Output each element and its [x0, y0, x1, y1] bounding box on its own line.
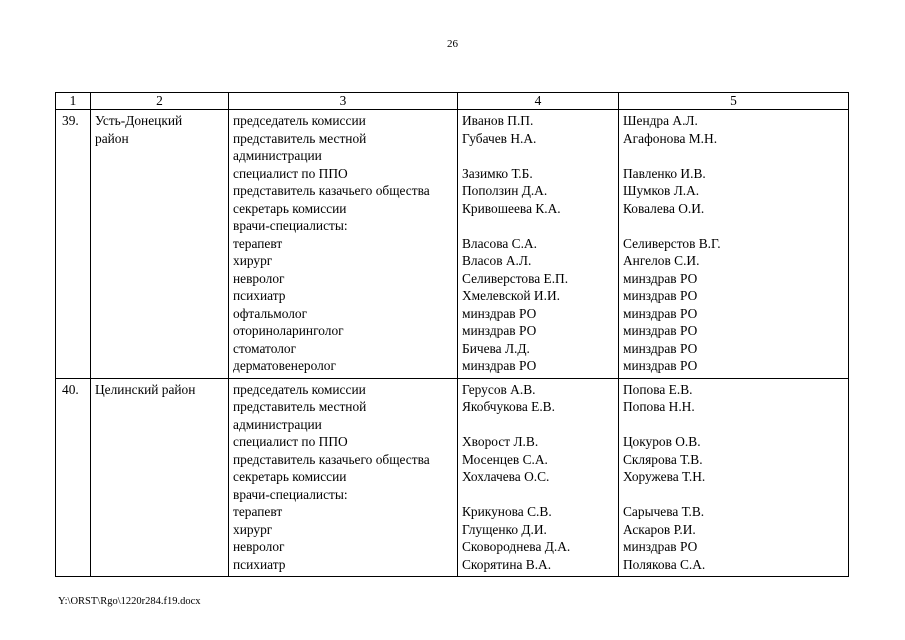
position-line: дерматовенеролог — [233, 358, 336, 373]
position-line: врачи-специалисты: — [233, 486, 348, 502]
member-line — [462, 416, 614, 434]
reserve-line — [623, 217, 844, 235]
reserve-line: минздрав РО — [623, 305, 698, 321]
reserve-line: Хоружева Т.Н. — [623, 469, 706, 484]
member-line: Герусов А.В. — [462, 381, 536, 397]
reserve-line: Шумков Л.А. — [623, 183, 700, 198]
reserve-line: минздрав РО — [623, 358, 698, 373]
district-cell — [91, 110, 229, 379]
position-line: хирург — [233, 253, 273, 268]
reserve-line: Склярова Т.В. — [623, 451, 703, 467]
column-header: 3 — [229, 93, 458, 110]
file-path-footer: Y:\ORST\Rgo\1220r284.f19.docx — [58, 596, 201, 607]
reserve-line: Селиверстов В.Г. — [623, 235, 721, 251]
reserves-cell — [619, 378, 849, 577]
position-line: представитель казачьего общества — [233, 183, 430, 198]
member-line: минздрав РО — [462, 323, 537, 338]
district-name-line: Усть-Донецкий — [95, 113, 183, 128]
member-line — [462, 147, 614, 165]
column-header: 1 — [56, 93, 91, 110]
member-line: Иванов П.П. — [462, 113, 534, 128]
position-line: оториноларинголог — [233, 323, 344, 338]
reserve-line — [623, 486, 844, 504]
reserve-line: Полякова С.А. — [623, 556, 706, 572]
reserve-line: Агафонова М.Н. — [623, 130, 718, 146]
reserves-cell — [619, 110, 849, 379]
positions-cell — [229, 110, 458, 379]
members-cell — [458, 110, 619, 379]
reserve-line: минздрав РО — [623, 340, 698, 356]
position-line: представитель местной — [233, 399, 367, 414]
member-line: Кривошеева К.А. — [462, 200, 561, 216]
reserve-line: Аскаров Р.И. — [623, 521, 696, 537]
page-number: 26 — [447, 38, 458, 50]
column-header: 4 — [458, 93, 619, 110]
position-line: секретарь комиссии — [233, 469, 347, 484]
position-line: специалист по ППО — [233, 165, 348, 181]
position-line: психиатр — [233, 288, 286, 303]
member-line: Мосенцев С.А. — [462, 451, 548, 467]
member-line: Крикунова С.В. — [462, 504, 552, 519]
district-name-line: Целинский район — [95, 381, 196, 397]
reserve-line — [623, 147, 844, 165]
member-line: минздрав РО — [462, 305, 537, 321]
member-line: минздрав РО — [462, 358, 537, 373]
position-line: администрации — [233, 416, 322, 432]
reserve-line: Ковалева О.И. — [623, 200, 705, 216]
commission-table — [55, 92, 849, 577]
reserve-line: Шендра А.Л. — [623, 113, 698, 128]
position-line: стоматолог — [233, 340, 297, 356]
district-cell — [91, 378, 229, 577]
reserve-line: Попова Е.В. — [623, 381, 693, 397]
reserve-line: минздрав РО — [623, 270, 698, 286]
reserve-line: минздрав РО — [623, 323, 698, 338]
reserve-line: минздрав РО — [623, 539, 698, 554]
position-line: специалист по ППО — [233, 434, 348, 449]
table-row — [56, 110, 849, 379]
header-row — [56, 93, 849, 110]
reserve-line: Цокуров О.В. — [623, 434, 701, 449]
position-line: секретарь комиссии — [233, 200, 347, 216]
member-line: Хмелевской И.И. — [462, 288, 560, 303]
row-number: 40. — [56, 378, 91, 577]
position-line: администрации — [233, 148, 322, 163]
reserve-line: Павленко И.В. — [623, 165, 706, 181]
member-line: Сковороднева Д.А. — [462, 539, 571, 554]
reserve-line: Сарычева Т.В. — [623, 504, 705, 519]
row-number: 39. — [56, 110, 91, 379]
members-cell — [458, 378, 619, 577]
member-line: Губачев Н.А. — [462, 130, 537, 146]
position-line: председатель комиссии — [233, 113, 366, 128]
reserve-line: Попова Н.Н. — [623, 399, 695, 414]
member-line — [462, 217, 614, 235]
member-line: Якобчукова Е.В. — [462, 399, 555, 414]
position-line: терапевт — [233, 504, 283, 519]
reserve-line: минздрав РО — [623, 288, 698, 303]
member-line — [462, 486, 614, 504]
reserve-line: Ангелов С.И. — [623, 253, 700, 268]
table-row — [56, 378, 849, 577]
member-line: Глущенко Д.И. — [462, 521, 547, 537]
position-line: невролог — [233, 270, 285, 286]
position-line: терапевт — [233, 235, 283, 251]
position-line: невролог — [233, 539, 285, 554]
position-line: представитель казачьего общества — [233, 451, 430, 467]
member-line: Бичева Л.Д. — [462, 340, 530, 356]
position-line: офтальмолог — [233, 305, 308, 321]
reserve-line — [623, 416, 844, 434]
member-line: Власов А.Л. — [462, 253, 532, 268]
column-header: 5 — [619, 93, 849, 110]
column-header: 2 — [91, 93, 229, 110]
position-line: председатель комиссии — [233, 381, 366, 397]
position-line: представитель местной — [233, 130, 367, 146]
member-line: Скорятина В.А. — [462, 556, 552, 572]
member-line: Власова С.А. — [462, 235, 537, 251]
member-line: Хохлачева О.С. — [462, 469, 550, 484]
member-line: Хворост Л.В. — [462, 434, 539, 449]
district-name-line: район — [95, 130, 129, 146]
positions-cell — [229, 378, 458, 577]
member-line: Зазимко Т.Б. — [462, 165, 533, 181]
member-line: Поползин Д.А. — [462, 183, 548, 198]
position-line: врачи-специалисты: — [233, 218, 348, 233]
position-line: хирург — [233, 521, 273, 537]
position-line: психиатр — [233, 556, 286, 572]
member-line: Селиверстова Е.П. — [462, 270, 569, 286]
